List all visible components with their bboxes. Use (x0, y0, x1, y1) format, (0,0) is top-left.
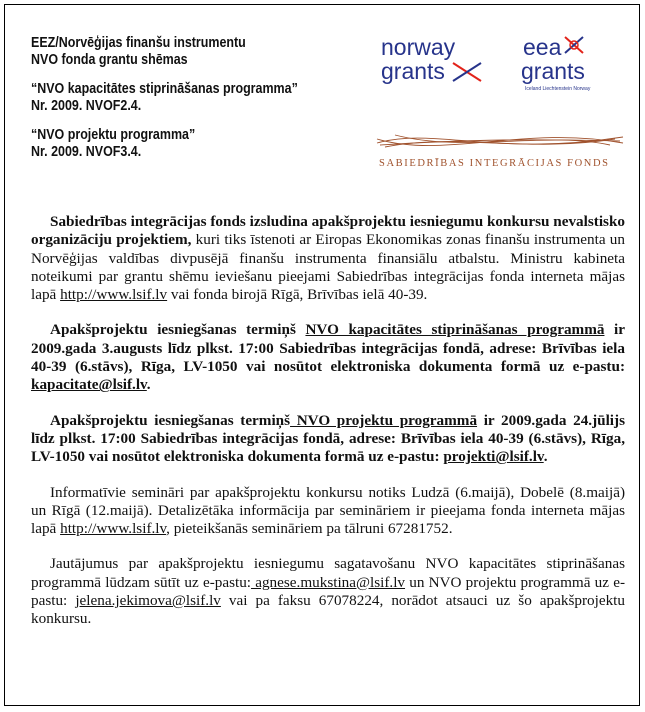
projects-program-name: NVO projektu programmā (290, 411, 478, 429)
website-link-1[interactable]: http://www.lsif.lv (60, 286, 168, 304)
announcement-frame (4, 4, 640, 706)
questions-text: Jautājumus par apakšprojektu iesniegumu sagatavošanu NVO kapacitātes stiprināšanas programmā lūdzam sūtīt uz e-pastu: (31, 555, 625, 591)
projects-email-link[interactable]: projekti@lsif.lv (443, 448, 544, 466)
deadline-capacity-label: Apakšprojektu iesniegšanas termiņš (50, 321, 306, 339)
intro-text-end: vai fonda birojā Rīgā, Brīvības ielā 40-39. (167, 286, 428, 304)
deadline-projects-end: . (543, 448, 548, 466)
sif-logo-text: SABIEDRĪBAS INTEGRĀCIJAS FONDS (379, 158, 610, 169)
deadline-projects-text: ir 2009.gada 24.jūlijs līdz plkst. 17:00 Sabiedrības integrācijas fondā, adrese: Brīvības iela 40-39 (6.stāvs), Rīga, LV-1050 vai nosūtot elektroniska dokumenta formā uz e-pastu: (31, 411, 625, 466)
paragraph-intro (31, 213, 625, 304)
deadline-capacity-text: ir 2009.gada 3.augusts līdz plkst. 17:00 Sabiedrības integrācijas fondā, adrese: Brīvības iela 40-39 (6.stāvs), Rīga, LV-1050 vai nosūtot elektroniska dokumenta formā uz e-pastu: (31, 321, 625, 376)
program-1-title: “NVO kapacitātes stiprināšanas programma” (31, 81, 298, 97)
eea-logo-mark (565, 37, 583, 53)
seminars-text: Informatīvie semināri par apakšprojektu konkursu notiks Ludzā (6.maijā), Dobelē (8.maijā) un Rīgā (12.maijā). Detalizētāka informācija par semināriem ir pieejama fonda interneta mājas lapā (31, 483, 625, 538)
website-link-2[interactable]: http://www.lsif.lv (60, 520, 167, 538)
deadline-projects-label: Apakšprojektu iesniegšanas termiņš (50, 411, 291, 429)
program-1-block (31, 81, 341, 115)
title-line-2: NVO fonda grantu shēmas (31, 52, 188, 68)
eea-logo-text-1: eea (523, 35, 562, 60)
intro-text: kuri tiks īstenoti ar Eiropas Ekonomikas zonas finanšu instrumenta un Norvēģijas valdības divpusējā finanšu instrumenta finansiālu atbalstu. Ministru kabineta noteikumi par grantu shēmu ieviešanu pieejami Sabiedrības integrācijas fonda interneta mājas lapā (31, 231, 625, 304)
intro-bold-text: Sabiedrības integrācijas fonds izsludina apakšprojektu iesniegumu konkursu nevalstisko organizāciju projektiem, (31, 213, 625, 249)
program-1-number: Nr. 2009. NVOF2.4. (31, 98, 142, 114)
capacity-program-name: NVO kapacitātes stiprināšanas programmā (305, 321, 605, 339)
norway-logo-text-1: norway (381, 35, 456, 60)
title-line-1: EEZ/Norvēģijas finanšu instrumentu (31, 35, 246, 51)
norway-logo-mark (453, 63, 481, 81)
paragraph-deadline-projects (31, 412, 625, 467)
deadline-capacity-end: . (146, 376, 151, 394)
agnese-email-link[interactable]: agnese.mukstina@lsif.lv (251, 573, 406, 591)
program-2-number: Nr. 2009. NVOF3.4. (31, 144, 142, 160)
sif-logo-swooshes (377, 135, 623, 147)
title-block (31, 35, 341, 69)
seminars-text-end: , pieteikšanās semināriem pa tālruni 67281752. (166, 520, 453, 538)
paragraph-deadline-capacity (31, 321, 625, 394)
eea-grants-logo (519, 35, 615, 95)
program-2-title: “NVO projektu programma” (31, 127, 196, 143)
norway-grants-logo (381, 35, 491, 87)
announcement-body (31, 213, 625, 646)
norway-logo-text-2: grants (381, 58, 445, 84)
capacity-email-link[interactable]: kapacitate@lsif.lv (31, 376, 147, 394)
sif-logo (375, 129, 625, 173)
questions-text-end: vai pa faksu 67078224, norādot atsauci uz šo apakšprojektu konkursu. (31, 592, 625, 628)
eea-logo-text-2: grants (521, 58, 585, 84)
header-block (31, 35, 341, 173)
program-2-block (31, 127, 341, 161)
questions-text-mid: un NVO projektu programmā uz e-pastu: (31, 573, 625, 610)
paragraph-seminars (31, 484, 625, 539)
paragraph-questions (31, 555, 625, 628)
jelena-email-link[interactable]: jelena.jekimova@lsif.lv (75, 592, 221, 610)
eea-logo-subtitle: Iceland Liechtenstein Norway (525, 86, 591, 92)
